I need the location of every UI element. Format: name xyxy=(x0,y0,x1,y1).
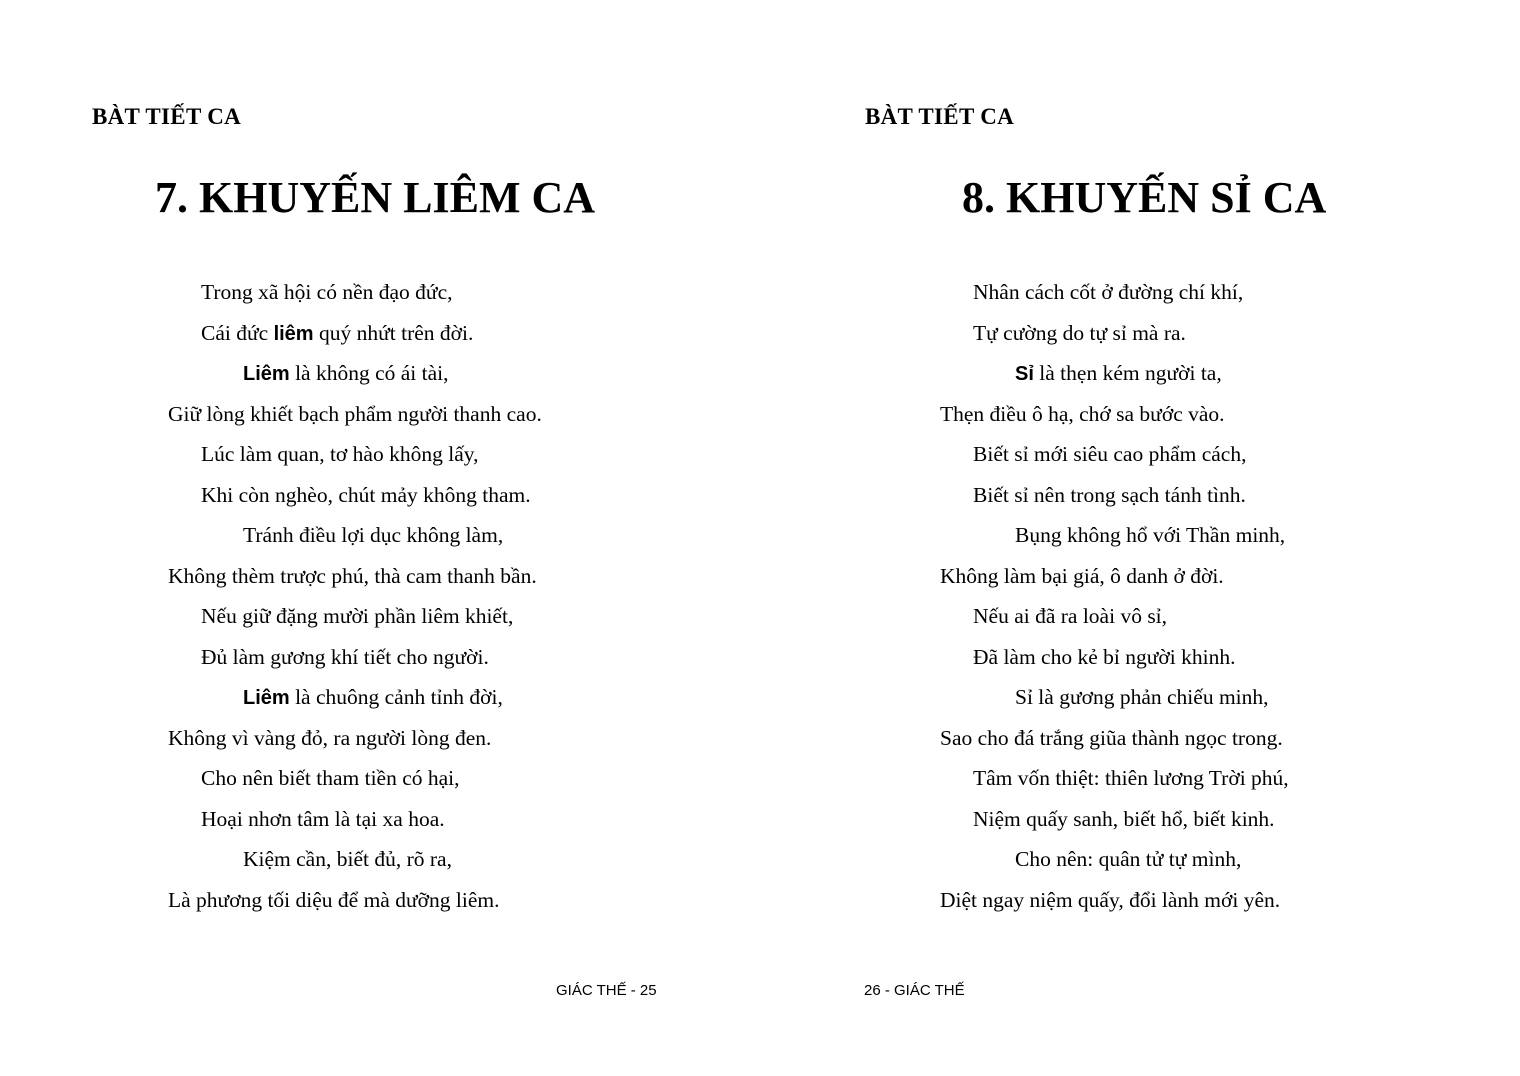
verse-line xyxy=(168,762,542,803)
verse-text: Khi còn nghèo, chút mảy không tham. xyxy=(201,482,531,507)
verse-line xyxy=(940,600,1289,641)
verse-line xyxy=(940,560,1289,601)
verse-line xyxy=(940,681,1289,722)
verse-line xyxy=(940,398,1289,439)
verse-line xyxy=(168,641,542,682)
verse-text: Cho nên biết tham tiền có hại, xyxy=(201,766,460,790)
verse-line xyxy=(168,398,542,439)
verse-text: Không làm bại giá, ô danh ở đời. xyxy=(940,563,1224,588)
verse-text: Sỉ là gương phản chiếu minh, xyxy=(1015,685,1269,709)
verse-text: Biết sỉ nên trong sạch tánh tình. xyxy=(973,482,1246,507)
verse-line xyxy=(940,438,1289,479)
verse-text: Diệt ngay niệm quấy, đổi lành mới yên. xyxy=(940,887,1281,912)
poem-verses xyxy=(168,276,542,924)
verse-text: Cho nên: quân tử tự mình, xyxy=(1015,847,1242,871)
verse-text: Biết sỉ mới siêu cao phẩm cách, xyxy=(973,442,1247,466)
verse-text: quý nhứt trên đời. xyxy=(313,320,474,345)
verse-text: Kiệm cần, biết đủ, rõ ra, xyxy=(243,847,452,871)
verse-text: Bụng không hổ với Thần minh, xyxy=(1015,523,1286,547)
verse-keyword: Sỉ xyxy=(1015,363,1034,385)
verse-line xyxy=(940,641,1289,682)
verse-text: Trong xã hội có nền đạo đức, xyxy=(201,280,453,304)
verse-text: Không vì vàng đỏ, ra người lòng đen. xyxy=(168,725,492,750)
verse-line xyxy=(168,276,542,317)
verse-line xyxy=(940,519,1289,560)
verse-line xyxy=(168,722,542,763)
verse-text: Đủ làm gương khí tiết cho người. xyxy=(201,644,489,669)
verse-line xyxy=(168,560,542,601)
verse-text: Giữ lòng khiết bạch phẩm người thanh cao. xyxy=(168,401,542,426)
verse-line xyxy=(168,317,542,358)
page-footer: 26 - GIÁC THẾ xyxy=(864,982,965,999)
page-footer: GIÁC THẾ - 25 xyxy=(556,982,657,999)
verse-text: Sao cho đá trắng giũa thành ngọc trong. xyxy=(940,725,1283,750)
verse-text: Nếu ai đã ra loài vô sỉ, xyxy=(973,604,1168,628)
verse-line xyxy=(940,479,1289,520)
verse-line xyxy=(940,843,1289,884)
verse-line xyxy=(940,357,1289,398)
verse-text: là thẹn kém người ta, xyxy=(1033,361,1222,385)
verse-text: Tâm vốn thiệt: thiên lương Trời phú, xyxy=(973,766,1289,790)
verse-line xyxy=(168,479,542,520)
verse-line xyxy=(168,681,542,722)
verse-text: Hoại nhơn tâm là tại xa hoa. xyxy=(201,806,445,831)
running-head: BÀT TIẾT CA xyxy=(865,104,1015,129)
verse-line xyxy=(168,884,542,925)
verse-text: Thẹn điều ô hạ, chớ sa bước vào. xyxy=(940,401,1225,426)
verse-text: Lúc làm quan, tơ hào không lấy, xyxy=(201,442,479,466)
verse-line xyxy=(940,803,1289,844)
right-page xyxy=(760,0,1520,1076)
verse-line xyxy=(940,762,1289,803)
verse-line xyxy=(940,317,1289,358)
running-head: BÀT TIẾT CA xyxy=(92,104,242,129)
verse-line xyxy=(168,519,542,560)
verse-text: là chuông cảnh tỉnh đời, xyxy=(289,685,503,709)
verse-text: là không có ái tài, xyxy=(289,361,449,385)
verse-text: Nhân cách cốt ở đường chí khí, xyxy=(973,280,1244,304)
verse-text: Cái đức xyxy=(201,320,274,345)
poem-verses xyxy=(940,276,1289,924)
verse-line xyxy=(940,276,1289,317)
verse-text: Đã làm cho kẻ bỉ người khinh. xyxy=(973,644,1236,669)
verse-text: Tự cường do tự sỉ mà ra. xyxy=(973,320,1186,345)
verse-keyword: Liêm xyxy=(243,687,290,709)
verse-keyword: Liêm xyxy=(243,363,290,385)
verse-line xyxy=(168,803,542,844)
verse-line xyxy=(940,884,1289,925)
verse-text: Là phương tối diệu để mà dưỡng liêm. xyxy=(168,887,500,912)
verse-text: Không thèm trược phú, thà cam thanh bần. xyxy=(168,563,537,588)
verse-line xyxy=(168,357,542,398)
verse-text: Niệm quấy sanh, biết hổ, biết kinh. xyxy=(973,806,1275,831)
poem-title: 8. KHUYẾN SỈ CA xyxy=(962,173,1327,222)
verse-line xyxy=(940,722,1289,763)
poem-title: 7. KHUYẾN LIÊM CA xyxy=(155,173,596,222)
verse-line xyxy=(168,600,542,641)
verse-line xyxy=(168,843,542,884)
verse-text: Nếu giữ đặng mười phần liêm khiết, xyxy=(201,604,514,628)
verse-line xyxy=(168,438,542,479)
verse-keyword: liêm xyxy=(273,322,314,345)
verse-text: Tránh điều lợi dục không làm, xyxy=(243,523,504,547)
